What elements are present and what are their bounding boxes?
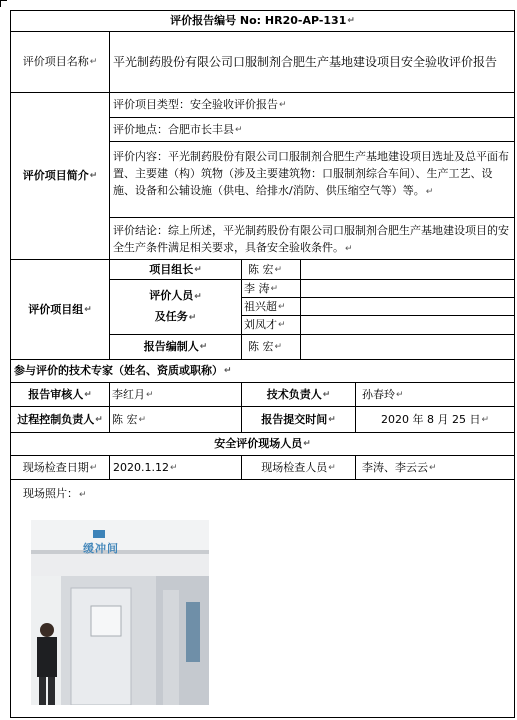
experts-label: 参与评价的技术专家（姓名、资质或职称） ↵ — [10, 359, 515, 383]
leader-value-text: 陈 宏 — [248, 262, 274, 276]
members-label-line2: 及任务↵ — [154, 310, 197, 323]
report-number: 评价报告编号 No: HR20-AP-131 ↵ — [10, 10, 515, 32]
member-3: 刘凤才 — [244, 318, 277, 331]
member-2: 祖兴超 — [244, 299, 277, 313]
submit-label: 报告提交时间 ↵ — [241, 406, 356, 433]
project-name-label: 评价项目名称 ↵ — [10, 31, 110, 93]
submit-value-text: 2020 年 8 月 25 日 — [380, 412, 481, 426]
experts-label-text: 参与评价的技术专家（姓名、资质或职称） — [14, 364, 223, 377]
member-1: 李 涛 — [244, 281, 270, 295]
site-date-label-text: 现场检查日期 — [22, 460, 89, 474]
members-label-1-text: 评价人员 — [149, 289, 194, 302]
leader-label-text: 项目组长 — [149, 262, 194, 276]
intro-content-text: 评价内容：平光制药股份有限公司口服制剂合肥生产基地建设项目选址及总平面布置、主要建（构）筑物（涉及主要建筑物：口服制剂综合车间）、生产工艺、设施、设备和公辅设施（供电、给排水/消防、供压缩空气等）等。 — [113, 150, 509, 197]
site-staff-value: 李涛、李云云 ↵ — [355, 455, 515, 480]
compiler-label-text: 报告编制人 — [143, 340, 199, 353]
intro-location-text: 评价地点：合肥市长丰县 — [113, 122, 234, 136]
member-row-1: 李 涛 ↵ — [241, 279, 301, 298]
corner-mark — [0, 0, 7, 7]
compiler-empty — [300, 334, 515, 360]
project-name-value-text: 平光制药股份有限公司口服制剂合肥生产基地建设项目安全验收评价报告 — [113, 55, 498, 69]
tech-label-text: 技术负责人 — [266, 387, 322, 401]
leader-value: 陈 宏 ↵ — [241, 259, 301, 280]
site-staff-label-text: 现场检查人员 — [261, 460, 328, 474]
intro-location: 评价地点：合肥市长丰县 ↵ — [109, 117, 515, 142]
members-label-2-text: 及任务 — [154, 310, 188, 323]
leader-empty — [300, 259, 515, 280]
site-date-label: 现场检查日期 ↵ — [10, 455, 110, 480]
intro-conclusion: 评价结论：综上所述，平光制药股份有限公司口服制剂合肥生产基地建设项目的安全生产条件满足相关要求，具备安全验收条件。↵ — [109, 217, 515, 260]
submit-value: 2020 年 8 月 25 日 ↵ — [355, 406, 515, 433]
site-photo-label-text: 现场照片： — [23, 487, 78, 500]
compiler-label: 报告编制人 ↵ — [109, 334, 242, 360]
reviewer-value-text: 李红月 — [112, 387, 145, 401]
site-staff-value-text: 李涛、李云云 — [362, 460, 428, 474]
site-date-value-text: 2020.1.12 — [113, 460, 169, 474]
report-number-text: 评价报告编号 No: HR20-AP-131 — [170, 14, 347, 27]
intro-type-text: 评价项目类型：安全验收评价报告 — [113, 98, 278, 111]
project-name-label-text: 评价项目名称 — [22, 55, 89, 68]
compiler-value: 陈 宏 ↵ — [241, 334, 301, 360]
member-row-3: 刘凤才 ↵ — [241, 315, 301, 335]
reviewer-value: 李红月 ↵ — [109, 382, 242, 407]
member-row-1-empty — [300, 279, 515, 298]
reviewer-label: 报告审核人 ↵ — [10, 382, 110, 407]
site-staff-label: 现场检查人员 ↵ — [241, 455, 356, 480]
site-date-value: 2020.1.12 ↵ — [109, 455, 242, 480]
process-value: 陈 宏 ↵ — [109, 406, 242, 433]
tech-value-text: 孙春玲 — [362, 387, 395, 401]
member-row-2: 祖兴超 ↵ — [241, 297, 301, 316]
intro-content: 评价内容：平光制药股份有限公司口服制剂合肥生产基地建设项目选址及总平面布置、主要建（构）筑物（涉及主要建筑物：口服制剂综合车间）、生产工艺、设施、设备和公辅设施（供电、给排水/消防、供压缩空气等）等。↵ — [109, 141, 515, 218]
site-photo-label: 现场照片：↵ — [23, 487, 87, 500]
site-title-text: 安全评价现场人员 — [214, 437, 303, 450]
tech-label: 技术负责人 ↵ — [241, 382, 356, 407]
compiler-value-text: 陈 宏 — [248, 340, 274, 353]
submit-label-text: 报告提交时间 — [261, 412, 328, 426]
intro-label: 评价项目简介 ↵ — [10, 92, 110, 260]
member-row-3-empty — [300, 315, 515, 335]
leader-label: 项目组长 ↵ — [109, 259, 242, 280]
group-label: 评价项目组 ↵ — [10, 259, 110, 360]
intro-label-text: 评价项目简介 — [22, 169, 89, 182]
members-label-line1: 评价人员↵ — [149, 289, 202, 302]
photo-sign-text: 缓冲间 — [83, 542, 119, 555]
reviewer-label-text: 报告审核人 — [28, 387, 84, 401]
process-label: 过程控制负责人 ↵ — [10, 406, 110, 433]
process-value-text: 陈 宏 — [112, 412, 138, 426]
project-name-value — [109, 31, 515, 93]
member-row-2-empty — [300, 297, 515, 316]
process-label-text: 过程控制负责人 — [17, 412, 95, 426]
intro-type: 评价项目类型：安全验收评价报告 ↵ — [109, 92, 515, 118]
members-label — [109, 279, 242, 335]
site-photo — [31, 520, 209, 705]
site-photo-image — [31, 520, 209, 705]
tech-value: 孙春玲 ↵ — [355, 382, 515, 407]
intro-conclusion-text: 评价结论：综上所述，平光制药股份有限公司口服制剂合肥生产基地建设项目的安全生产条件满足相关要求，具备安全验收条件。 — [113, 224, 509, 254]
group-label-text: 评价项目组 — [28, 302, 84, 316]
site-title: 安全评价现场人员 ↵ — [10, 432, 515, 456]
